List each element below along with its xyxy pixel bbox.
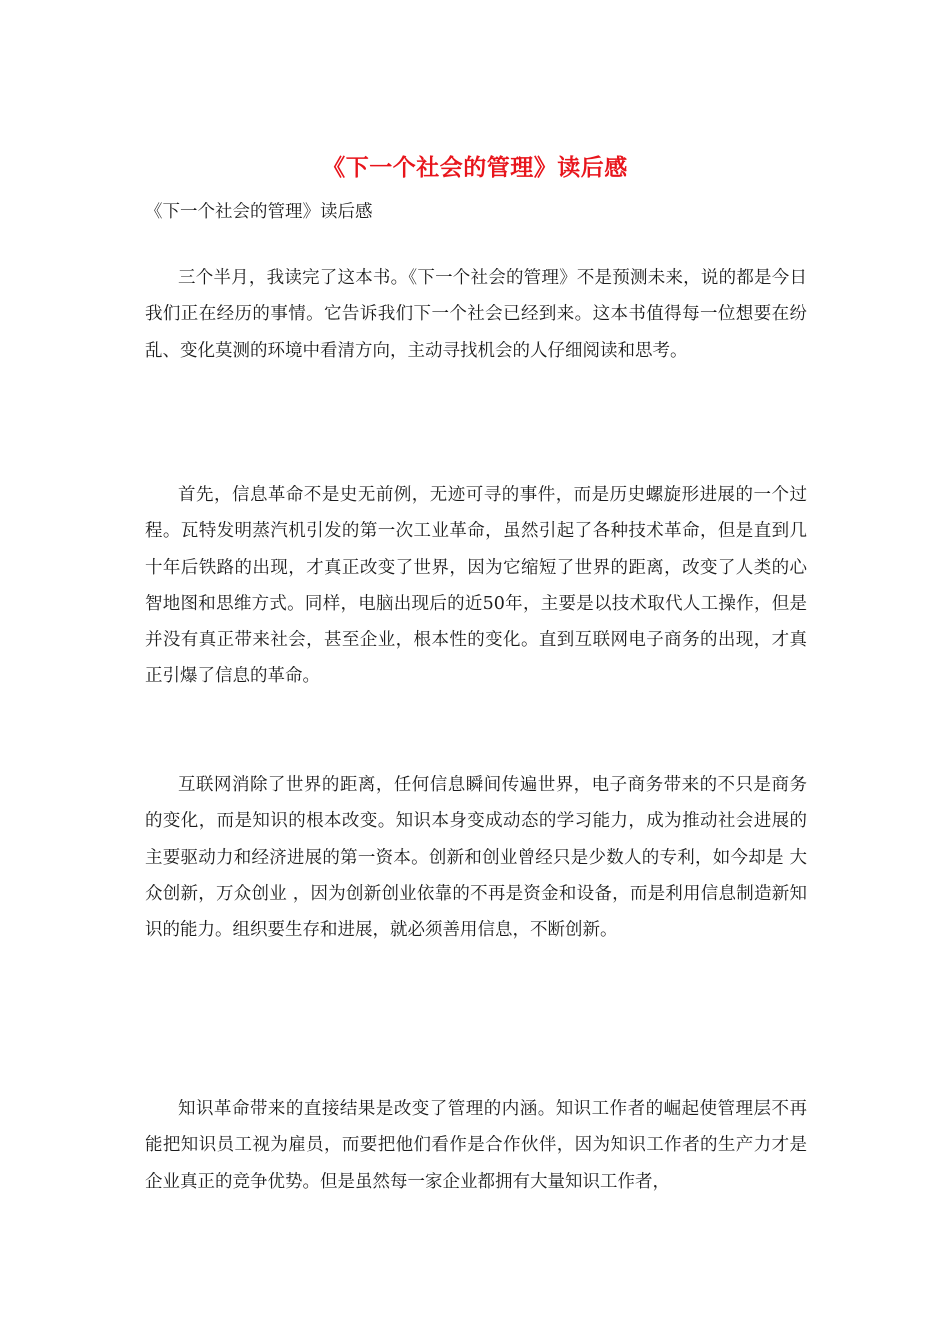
paragraph-1: 三个半月，我读完了这本书。《下一个社会的管理》不是预测未来，说的都是今日我们正在经历的事情。它告诉我们下一个社会已经到来。这本书值得每一位想要在纷乱、变化莫测的环境中看清方向，主动寻找机会的人仔细阅读和思考。 [145, 268, 807, 361]
paragraph-4: 知识革命带来的直接结果是改变了管理的内涵。知识工作者的崛起使管理层不再能把知识员工视为雇员，而要把他们看作是合作伙伴，因为知识工作者的生产力才是企业真正的竞争优势。但是虽然每一家企业都拥有大量知识工作者， [145, 1099, 807, 1192]
document-subtitle: 《下一个社会的管理》读后感 [145, 202, 373, 222]
paragraph-2: 首先，信息革命不是史无前例，无迹可寻的事件，而是历史螺旋形进展的一个过程。瓦特发明蒸汽机引发的第一次工业革命，虽然引起了各种技术革命，但是直到几十年后铁路的出现，才真正改变了世界，因为它缩短了世界的距离，改变了人类的心智地图和思维方式。同样，电脑出现后的近50年，主要是以技术取代人工操作，但是并没有真正带来社会，甚至企业，根本性的变化。直到互联网电子商务的出现，才真正引爆了信息的革命。 [145, 485, 807, 687]
document-title: 《下一个社会的管理》读后感 [322, 154, 628, 181]
paragraph-3: 互联网消除了世界的距离，任何信息瞬间传遍世界，电子商务带来的不只是商务的变化，而是知识的根本改变。知识本身变成动态的学习能力，成为推动社会进展的主要驱动力和经济进展的第一资本。创新和创业曾经只是少数人的专利，如今却是 大众创新，万众创业 ，因为创新创业依靠的不再是资金和设备，而是利用信息制造新知识的能力。组织要生存和进展，就必须善用信息，不断创新。 [145, 775, 807, 941]
